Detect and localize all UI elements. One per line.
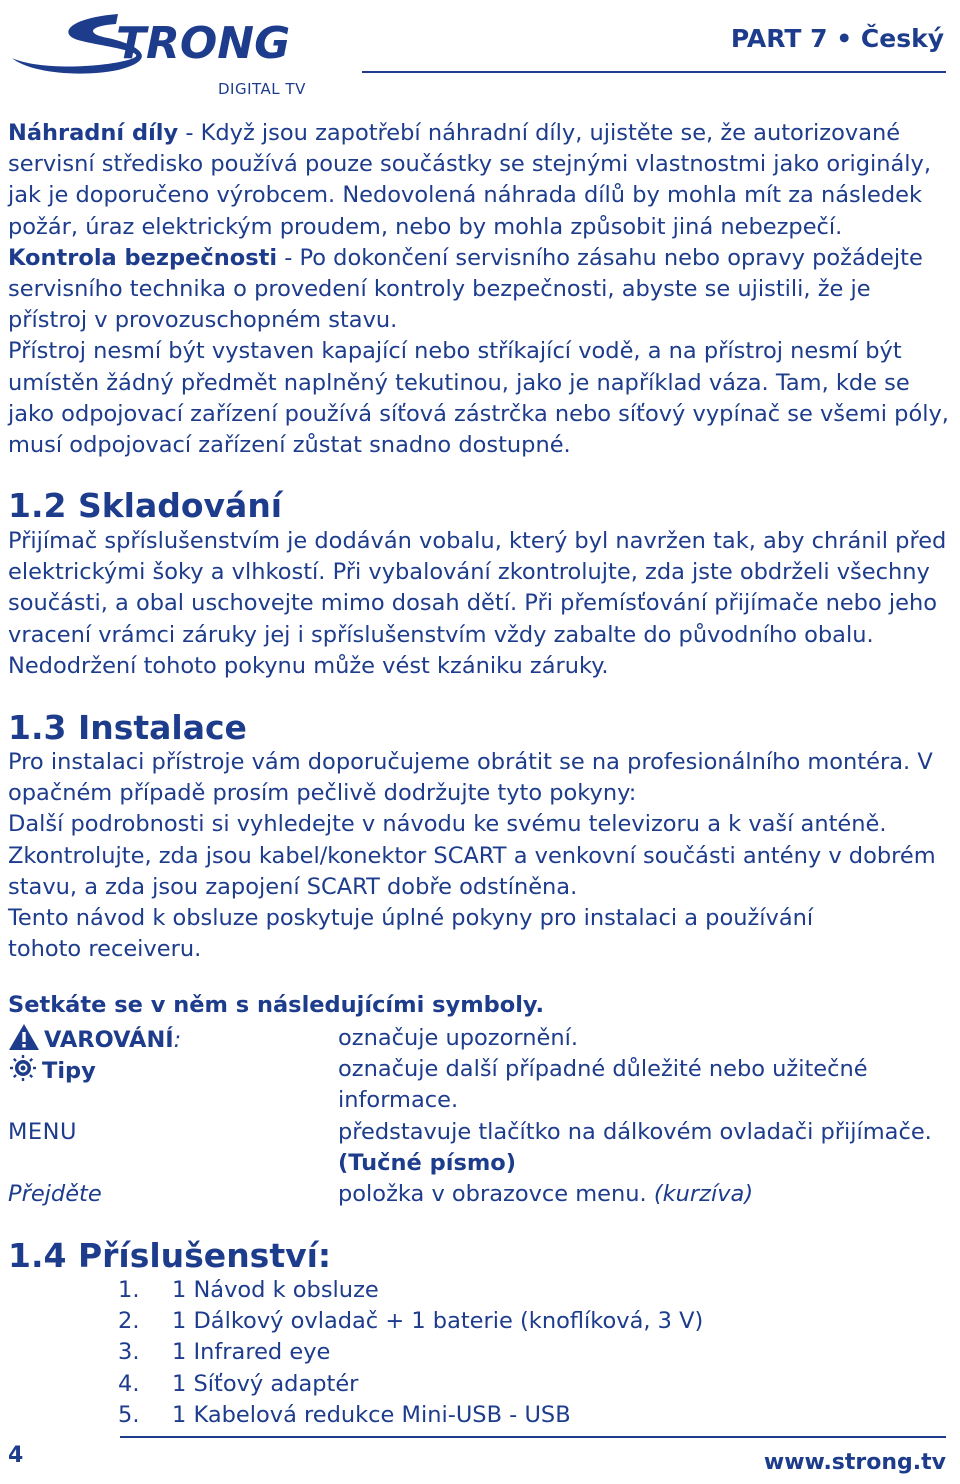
strong-logo <box>8 6 308 76</box>
safety-check-paragraph <box>8 243 952 337</box>
list-item-number: 1. <box>118 1277 140 1303</box>
list-item-text: 1 Infrared eye <box>172 1339 331 1366</box>
spare-parts-term: Náhradní díly <box>8 120 179 146</box>
spare-parts-text: - Když jsou zapotřebí náhradní díly, ujistěte se, že autorizované servisní středisko používá pouze součástky se stejnými vlastnostmi jako originály, jak je doporučeno výrobcem. Nedovolená náhrada dílů by mohla mít za následek požár, úraz elektrickým proudem, nebo by mohla způsobit jiná nebezpečí. <box>8 120 931 240</box>
menu-note: (Tučné písmo) <box>338 1150 517 1177</box>
list-item-text: 1 Dálkový ovladač + 1 baterie (knoflíková, 3 V) <box>172 1308 704 1335</box>
goto-description-group <box>338 1179 948 1210</box>
logo-subtitle: DIGITAL TV <box>218 80 306 98</box>
warning-triangle-icon <box>8 1023 40 1051</box>
header-divider <box>362 71 946 73</box>
safety-check-text: - Po dokončení servisního zásahu nebo opravy požádejte servisního technika o provedení kontroly bezpečnosti, abyste se ujistili, že je přístroj v provozuschopném stavu. <box>8 244 923 334</box>
goto-label: Přejděte <box>8 1181 102 1207</box>
safety-paragraphs <box>8 118 952 461</box>
storage-text: Přijímač spříslušenstvím je dodáván vobalu, který byl navržen tak, aby chránil před elektrickými šoky a vlhkostí. Při vybalování zkontrolujte, zda jste obdrželi všechny součásti, a obal uschovejte mimo dosah dětí. Při přemísťování přijímače nebo jeho vracení vrámci záruky jej i spříslušenstvím vždy zabalte do původního obalu. Nedodržení tohoto pokynu může vést kzániku záruky. <box>8 528 947 679</box>
warning-label: VAROVÁNÍ <box>44 1027 174 1053</box>
list-item-number: 4. <box>118 1370 140 1397</box>
goto-description: položka v obrazovce menu. <box>338 1181 654 1207</box>
menu-description-group <box>338 1117 948 1179</box>
lightbulb-gear-icon <box>8 1054 38 1082</box>
water-warning-paragraph: Přístroj nesmí být vystaven kapající nebo stříkající vodě, a na přístroj nesmí být umístěn žádný předmět naplněný tekutinou, jako je například váza. Tam, kde se jako odpojovací zařízení používá síťová zástrčka nebo síťový vypínač se všemi póly, musí odpojovací zařízení zůstat snadno dostupné. <box>8 338 949 459</box>
installation-line-4b: tohoto receiveru. <box>8 936 202 963</box>
list-item-text: 1 Návod k obsluze <box>172 1277 379 1303</box>
website-link[interactable]: www.strong.tv <box>763 1450 946 1475</box>
warning-colon: : <box>173 1027 182 1053</box>
section-heading-accessories: 1.4 Příslušenství: <box>8 1236 332 1275</box>
svg-text:TRONG: TRONG <box>116 18 291 69</box>
installation-line-2: Další podrobnosti si vyhledejte v návodu ke svému televizoru a k vaší anténě. <box>8 811 887 838</box>
list-item-text: 1 Síťový adaptér <box>172 1370 359 1397</box>
tips-label-group <box>8 1054 96 1087</box>
tips-description: označuje další případné důležité nebo užitečné informace. <box>338 1056 868 1114</box>
page-number: 4 <box>8 1443 24 1468</box>
storage-paragraph <box>8 526 952 682</box>
section-heading-storage: 1.2 Skladování <box>8 486 283 525</box>
list-item-number: 5. <box>118 1401 140 1428</box>
installation-line-1: Pro instalaci přístroje vám doporučujeme obrátit se na profesionálního montéra. V opačném případě prosím pečlivě dodržujte tyto pokyny: <box>8 749 933 807</box>
installation-paragraph <box>8 747 952 965</box>
list-item-text: 1 Kabelová redukce Mini-USB - USB <box>172 1401 571 1428</box>
footer-divider <box>120 1436 946 1438</box>
goto-note: (kurzíva) <box>653 1181 754 1207</box>
list-item-number: 3. <box>118 1339 140 1366</box>
installation-line-4a: Tento návod k obsluze poskytuje úplné pokyny pro instalaci a používání <box>8 905 814 932</box>
warning-description: označuje upozornění. <box>338 1025 579 1051</box>
section-heading-installation: 1.3 Instalace <box>8 708 247 747</box>
tips-label: Tipy <box>42 1058 96 1084</box>
spare-parts-paragraph <box>8 118 952 243</box>
symbols-title: Setkáte se v něm s následujícími symboly. <box>8 992 545 1018</box>
menu-description: představuje tlačítko na dálkovém ovladači přijímače. <box>338 1119 932 1145</box>
part-label: PART 7 • Český <box>730 24 944 53</box>
menu-label: MENU <box>8 1119 77 1145</box>
list-item-number: 2. <box>118 1308 140 1335</box>
safety-check-term: Kontrola bezpečnosti <box>8 244 278 271</box>
installation-line-3: Zkontrolujte, zda jsou kabel/konektor SCART a venkovní součásti antény v dobrém stavu, a zda jsou zapojení SCART dobře odstíněna. <box>8 842 936 900</box>
warning-label-group <box>8 1023 181 1056</box>
